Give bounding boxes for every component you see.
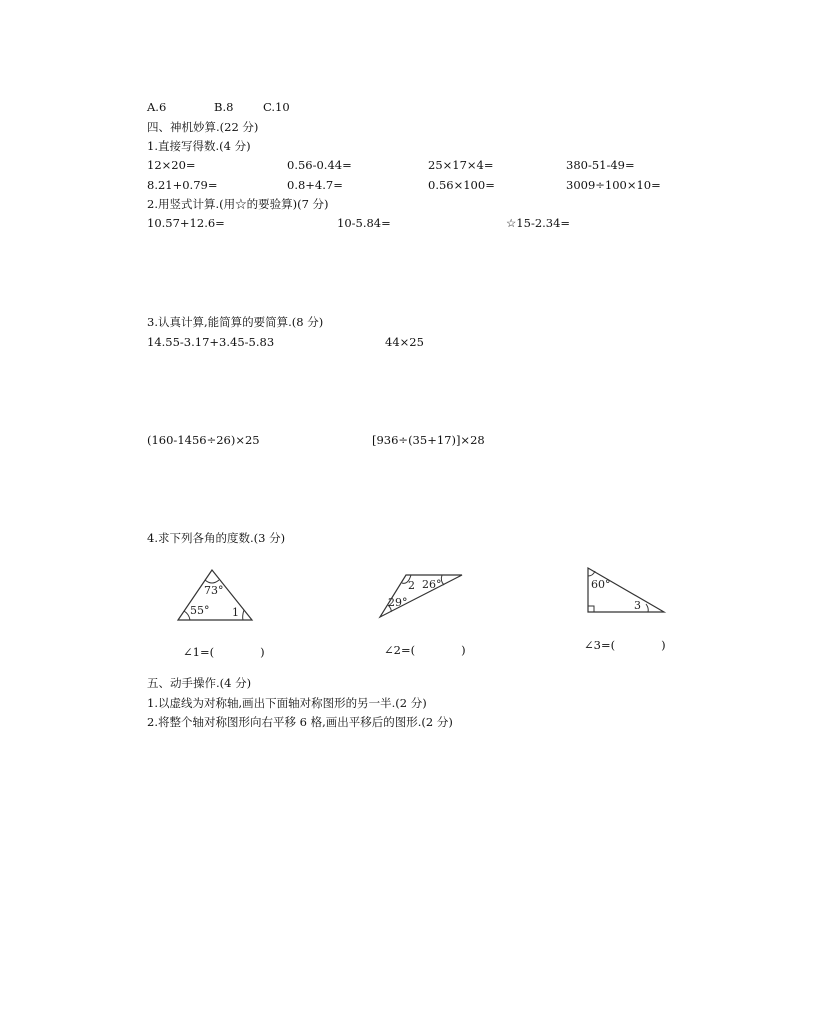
triangle-figure-3	[584, 564, 670, 616]
q1-r1-c3: 25×17×4=	[428, 158, 494, 172]
section5-item-2: 2.将整个轴对称图形向右平移 6 格,画出平移后的图形.(2 分)	[147, 715, 453, 729]
triangle-1-right-arc	[243, 610, 244, 620]
option-c: C.10	[263, 100, 290, 114]
q4-title: 4.求下列各角的度数.(3 分)	[147, 531, 286, 545]
triangle-figure-1	[170, 566, 262, 626]
q1-title: 1.直接写得数.(4 分)	[147, 139, 251, 153]
triangle-3-label-top: 60°	[591, 578, 611, 591]
section5-title: 五、动手操作.(4 分)	[147, 676, 252, 690]
q2-item-1: 10.57+12.6=	[147, 216, 225, 230]
q1-r2-c1: 8.21+0.79=	[147, 178, 218, 192]
triangle-3-right-angle	[588, 606, 594, 612]
section5-item-1: 1.以虚线为对称轴,画出下面轴对称图形的另一半.(2 分)	[147, 696, 427, 710]
q1-r2-c3: 0.56×100=	[428, 178, 495, 192]
triangle-2-label-right: 26°	[422, 578, 442, 591]
triangle-3-label-mark: 3	[634, 599, 641, 612]
triangle-2-right-arc	[441, 575, 444, 585]
option-a: A.6	[147, 100, 167, 114]
q3-r2-c2: [936÷(35+17)]×28	[372, 433, 485, 447]
triangle-1-label-mark: 1	[232, 606, 239, 619]
answer-angle-2: ∠2=( )	[384, 643, 466, 657]
answer-angle-1: ∠1=( )	[183, 645, 265, 659]
triangle-2-label-left: 29°	[388, 596, 408, 609]
triangle-1-top-arc	[205, 580, 219, 583]
q1-r2-c2: 0.8+4.7=	[287, 178, 343, 192]
triangle-1-label-top: 73°	[204, 584, 224, 597]
q1-r2-c4: 3009÷100×10=	[566, 178, 661, 192]
q3-title: 3.认真计算,能简算的要简算.(8 分)	[147, 315, 324, 329]
triangle-figure-2	[376, 571, 466, 621]
q3-r2-c1: (160-1456÷26)×25	[147, 433, 260, 447]
q3-r1-c2: 44×25	[385, 335, 424, 349]
q2-item-2: 10-5.84=	[337, 216, 391, 230]
section4-title: 四、神机妙算.(22 分)	[147, 120, 259, 134]
triangle-3-bottom-arc	[646, 604, 648, 612]
answer-angle-3: ∠3=( )	[584, 638, 666, 652]
q1-r1-c2: 0.56-0.44=	[287, 158, 352, 172]
q3-r1-c1: 14.55-3.17+3.45-5.83	[147, 335, 275, 349]
q2-item-3: ☆15-2.34=	[506, 216, 571, 230]
q1-r1-c1: 12×20=	[147, 158, 196, 172]
option-b: B.8	[214, 100, 234, 114]
q1-r1-c4: 380-51-49=	[566, 158, 635, 172]
triangle-1-label-left: 55°	[190, 604, 210, 617]
q2-title: 2.用竖式计算.(用☆的要验算)(7 分)	[147, 197, 329, 211]
triangle-2-label-mark: 2	[408, 579, 415, 592]
